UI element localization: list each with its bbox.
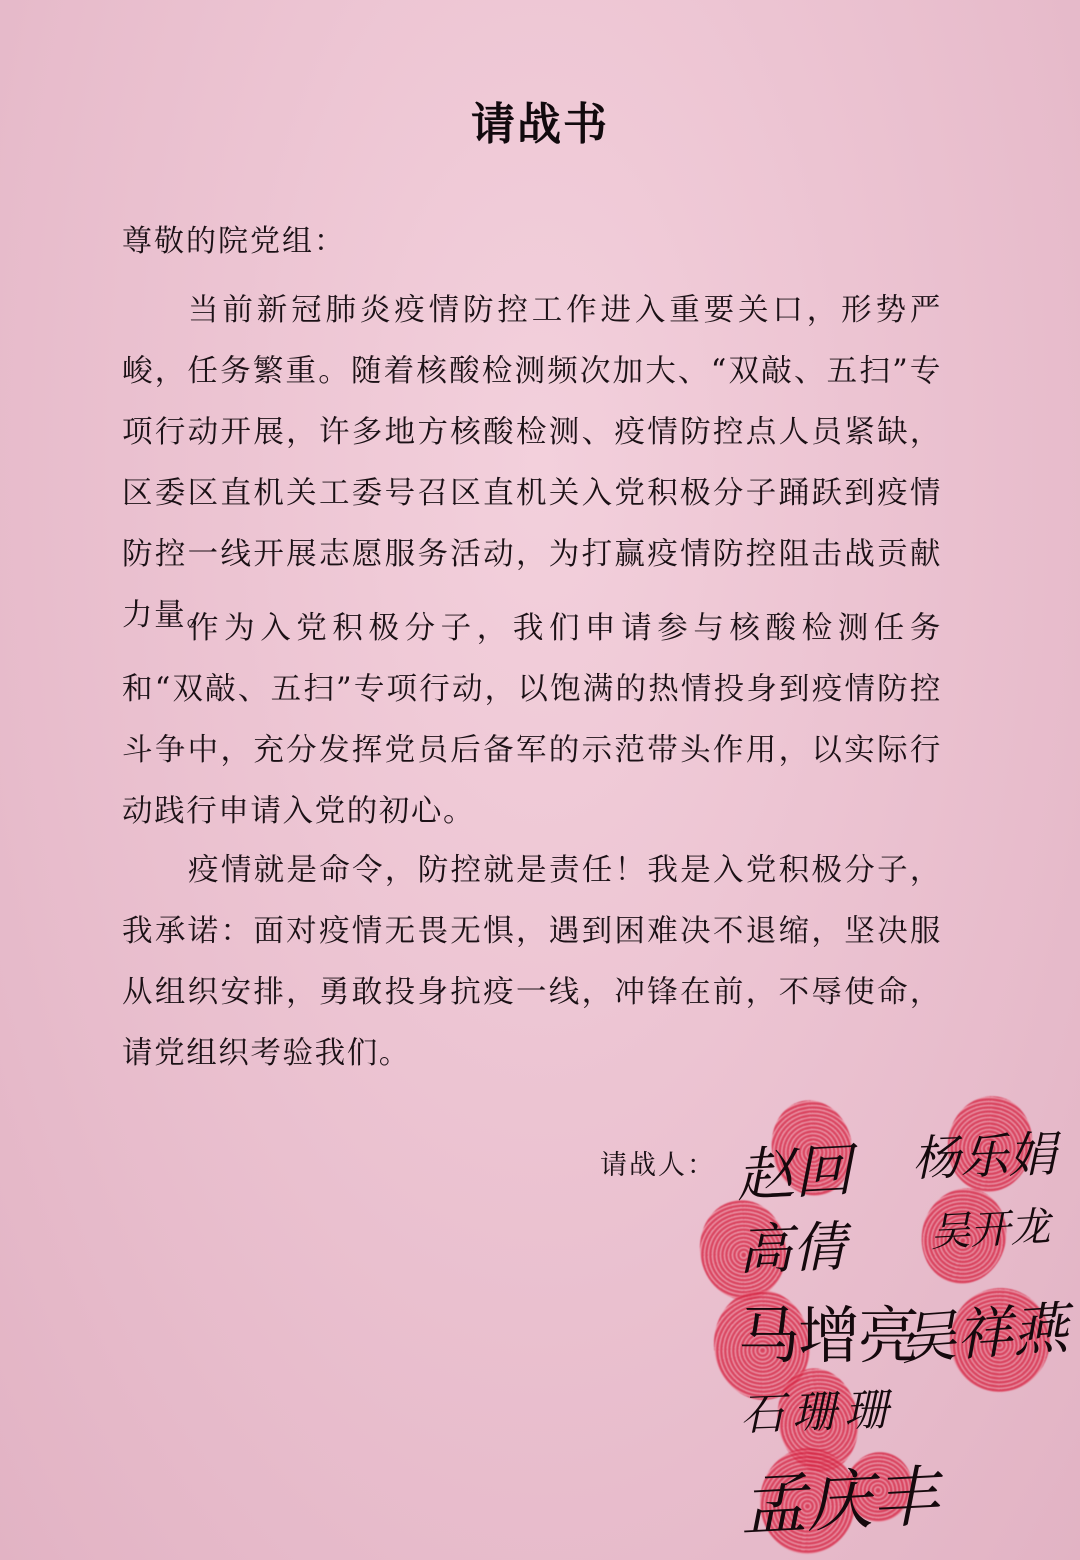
paragraph-1: 当前新冠肺炎疫情防控工作进入重要关口，形势严峻，任务繁重。随着核酸检测频次加大、“双敲、五扫”专项行动开展，许多地方核酸检测、疫情防控点人员紧缺，区委区直机关工委号召区直机关入党积极分子踊跃到疫情防控一线开展志愿服务活动，为打赢疫情防控阻击战贡献力量。: [122, 293, 942, 633]
signature-3: 高倩: [737, 1215, 848, 1282]
signature-4: 吴开龙: [929, 1203, 1052, 1257]
signature-label: 请战人：: [600, 1150, 716, 1181]
signature-1: 赵回: [734, 1136, 854, 1210]
signature-2: 杨乐娟: [911, 1126, 1058, 1188]
paragraph-2: 作为入党积极分子，我们申请参与核酸检测任务和“双敲、五扫”专项行动，以饱满的热情投身到疫情防控斗争中，充分发挥党员后备军的示范带头作用，以实际行动践行申请入党的初心。: [122, 611, 942, 829]
paragraph-3: 疫情就是命令，防控就是责任！我是入党积极分子，我承诺：面对疫情无畏无惧，遇到困难决不退缩，坚决服从组织安排，勇敢投身抗疫一线，冲锋在前，不辱使命，请党组织考验我们。: [122, 853, 942, 1071]
document-title: 请战书: [471, 99, 609, 150]
signature-8: 孟庆丰: [738, 1457, 941, 1546]
signature-5: 马增亮: [738, 1299, 919, 1372]
signature-7: 石珊珊: [739, 1384, 897, 1441]
salutation: 尊敬的院党组：: [122, 224, 346, 259]
signature-6: 吴祥燕: [898, 1296, 1071, 1373]
